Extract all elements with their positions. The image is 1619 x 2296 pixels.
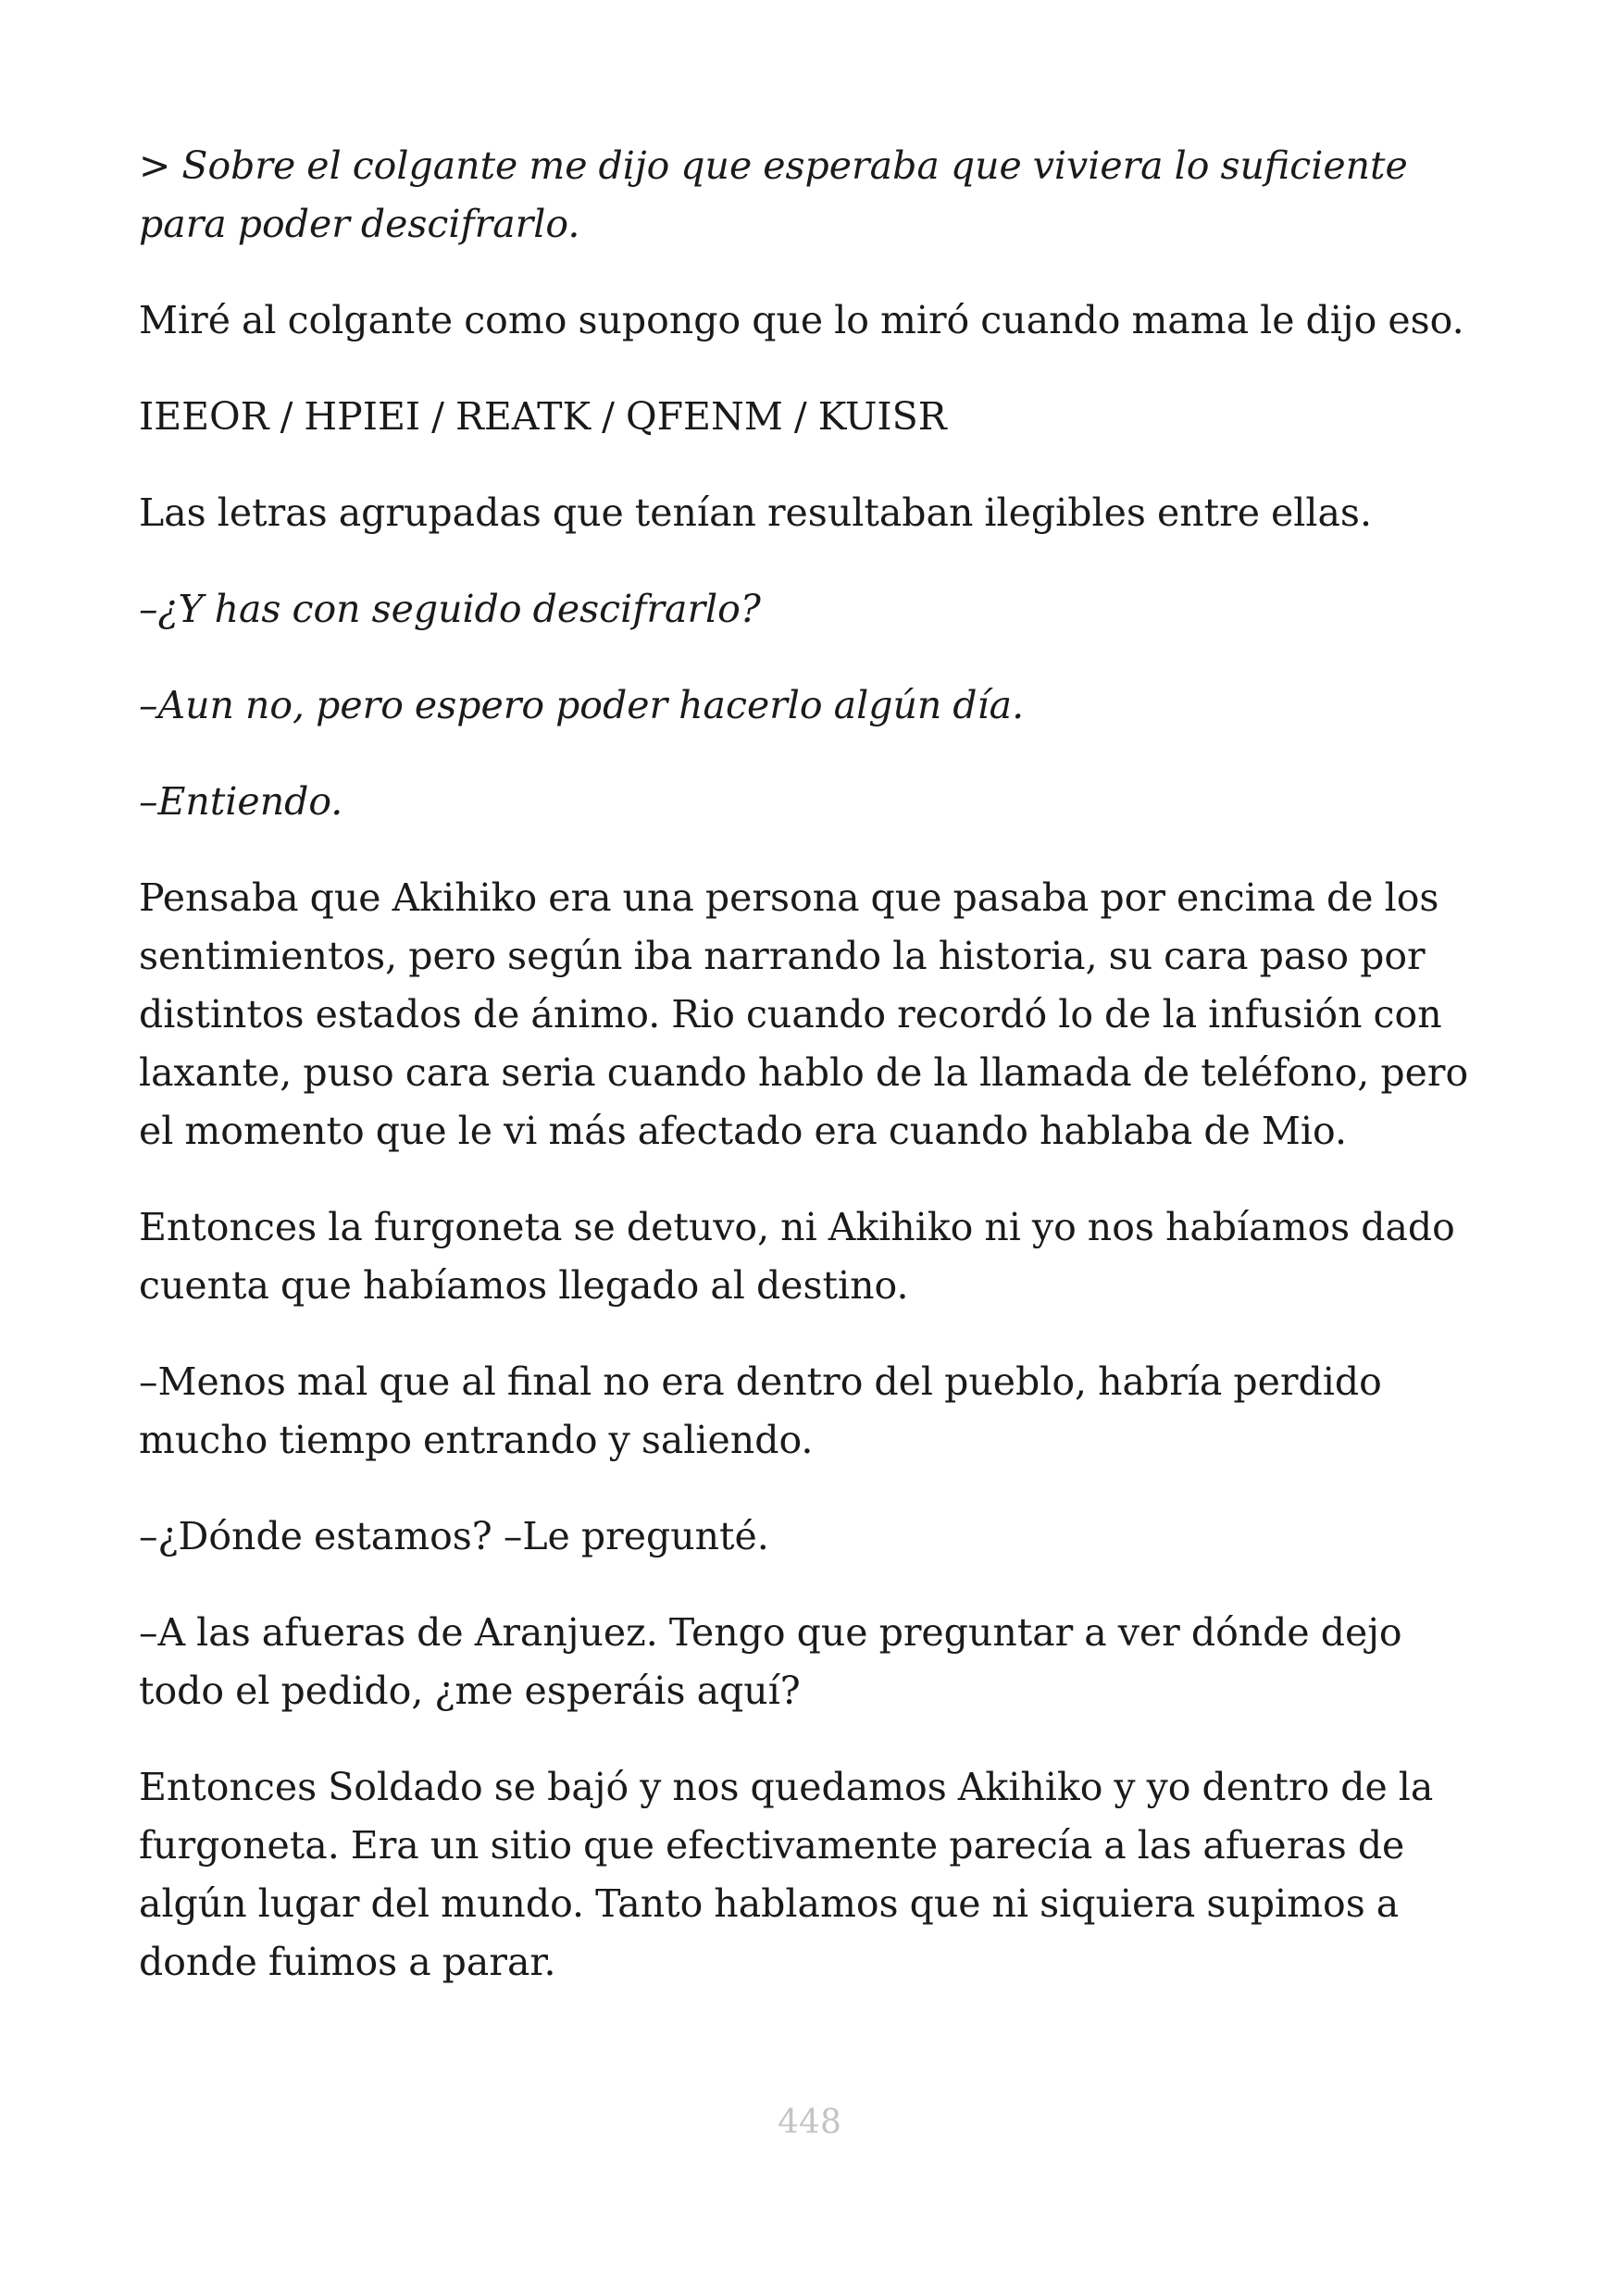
dialogue-line-2: –Aun no, pero espero poder hacerlo algún día.: [139, 683, 1025, 727]
page-body: [139, 137, 1490, 2029]
dialogue-line-4: –Menos mal que al final no era dentro del pueblo, habría perdido mucho tiempo entrando y saliendo.: [139, 1359, 1382, 1462]
dialogue-line-3: –Entiendo.: [139, 779, 343, 824]
paragraph-2: Miré al colgante como supongo que lo miró cuando mama le dijo eso.: [139, 298, 1464, 342]
cipher-line: IEEOR / HPIEI / REATK / QFENM / KUISR: [139, 394, 947, 439]
page-number: 448: [778, 2104, 841, 2141]
paragraph-9: Entonces la furgoneta se detuvo, ni Akihiko ni yo nos habíamos dado cuenta que habíamos llegado al destino.: [139, 1205, 1455, 1308]
paragraph-1: > Sobre el colgante me dijo que esperaba que viviera lo suficiente para poder descifrarlo.: [139, 143, 1408, 246]
dialogue-line-5: –¿Dónde estamos? –Le pregunté.: [139, 1514, 769, 1558]
paragraph-13: Entonces Soldado se bajó y nos quedamos Akihiko y yo dentro de la furgoneta. Era un sitio que efectivamente parecía a las afueras de algún lugar del mundo. Tanto hablamos que ni siquiera supimos a donde fuimos a parar.: [139, 1765, 1434, 1984]
dialogue-line-6: –A las afueras de Aranjuez. Tengo que preguntar a ver dónde dejo todo el pedido, ¿me esperáis aquí?: [139, 1610, 1402, 1713]
paragraph-4: Las letras agrupadas que tenían resultaban ilegibles entre ellas.: [139, 490, 1373, 535]
paragraph-8: Pensaba que Akihiko era una persona que pasaba por encima de los sentimientos, pero según iba narrando la historia, su cara paso por distintos estados de ánimo. Rio cuando recordó lo de la infusión con laxante, puso cara seria cuando hablo de la llamada de teléfono, pero el momento que le vi más afectado era cuando hablaba de Mio.: [139, 875, 1469, 1153]
dialogue-line-1: –¿Y has con seguido descifrarlo?: [139, 587, 761, 631]
